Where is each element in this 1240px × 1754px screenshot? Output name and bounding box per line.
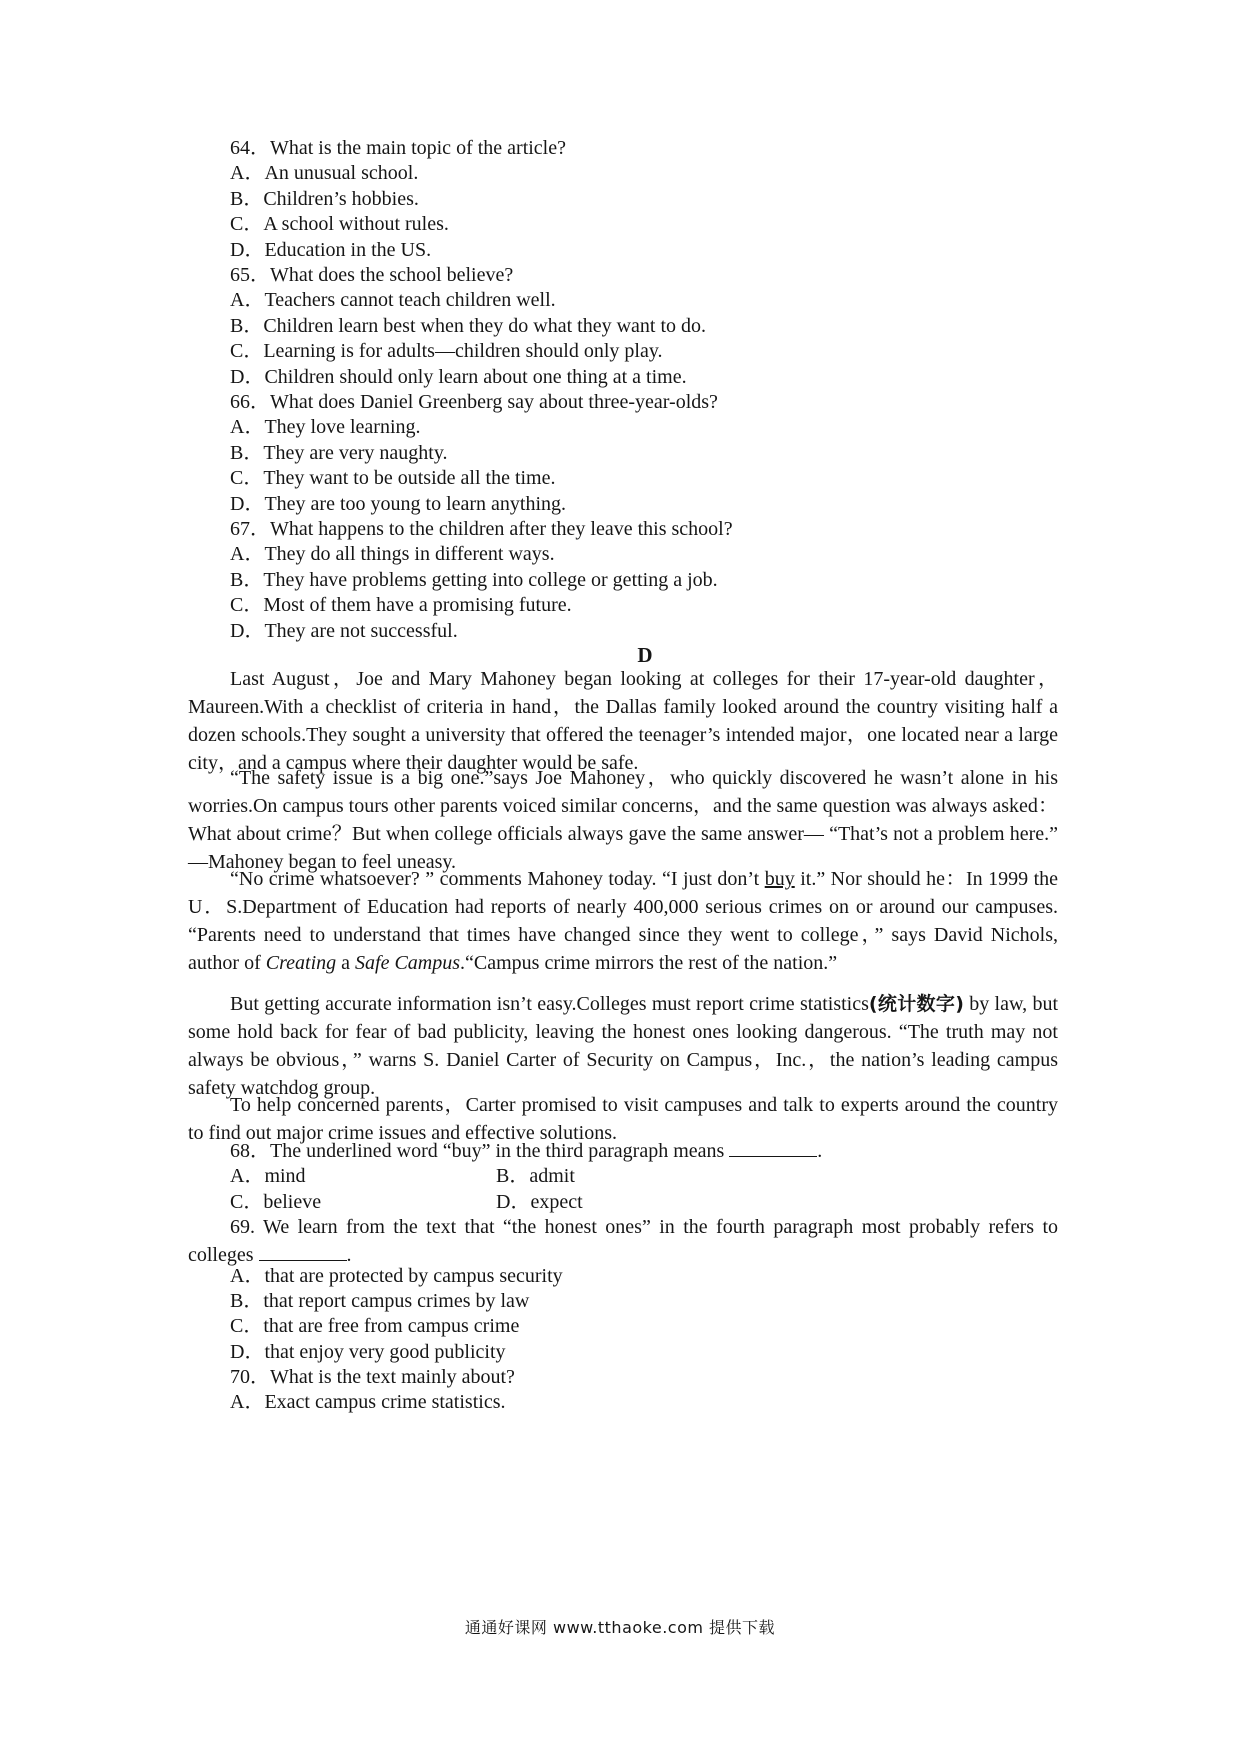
question-68-stem-text: 68．The underlined word “buy” in the third paragraph means xyxy=(230,1140,730,1162)
question-66-stem: 66．What does Daniel Greenberg say about three-year-olds? xyxy=(230,391,718,413)
page-footer: 通通好课网 www.tthaoke.com 提供下载 xyxy=(464,1618,776,1637)
question-68-stem xyxy=(230,1138,822,1164)
question-66-option-a: A．They love learning. xyxy=(230,416,421,438)
question-70-option-a: A．Exact campus crime statistics. xyxy=(230,1391,506,1413)
passage-paragraph-5: To help concerned parents，Carter promised to visit campuses and talk to experts around the country to find out major crime issues and effective solutions. xyxy=(188,1094,1058,1144)
question-69-stem-text: 69. We learn from the text that “the honest ones” in the fourth paragraph most probably refers to colleges xyxy=(188,1216,1058,1266)
paragraph-3-text-c: .“Campus crime mirrors the rest of the nation.” xyxy=(460,952,838,974)
question-66-option-b: B．They are very naughty. xyxy=(230,442,448,464)
paragraph-3-text-a: “No crime whatsoever? ” comments Mahoney today. “I just don’t xyxy=(230,868,765,890)
question-68-option-d: D．expect xyxy=(496,1191,583,1213)
question-68-option-c: C．believe xyxy=(230,1191,322,1213)
answer-blank xyxy=(729,1140,817,1157)
question-65-option-a: A．Teachers cannot teach children well. xyxy=(230,289,556,311)
question-64-option-c: C．A school without rules. xyxy=(230,213,449,235)
book-title-part-2: Safe Campus xyxy=(355,952,461,974)
paragraph-3-text-b: it.” Nor should he：In 1999 the U．S.Department of Education had reports of nearly 400,000 serious crimes on or around our campuses. “Parents need to understand that times have changed since they went to college，” says David Nichols, author of xyxy=(188,868,1059,974)
passage-paragraph-2: “The safety issue is a big one.”says Joe Mahoney，who quickly discovered he wasn’t alone in his worries.On campus tours other parents voiced similar concerns，and the same question was always asked：What about crime？But when college officials always gave the same answer— “That’s not a problem here.” —Mahoney began to feel uneasy. xyxy=(188,767,1058,873)
question-68-stem-end: . xyxy=(817,1140,823,1162)
question-65-option-d: D．Children should only learn about one thing at a time. xyxy=(230,366,687,388)
question-70-stem: 70．What is the text mainly about? xyxy=(230,1366,515,1388)
section-d-heading: D xyxy=(637,643,653,667)
question-64-stem: 64．What is the main topic of the article? xyxy=(230,137,566,159)
question-67-option-a: A．They do all things in different ways. xyxy=(230,543,555,565)
question-64-option-b: B．Children’s hobbies. xyxy=(230,188,419,210)
chinese-gloss-statistics: (统计数字) xyxy=(868,993,964,1015)
paragraph-4-text-b: by law, but some hold back for fear of bad publicity, leaving the honest ones looking dangerous. “The truth may not always be obvious，” warns S. Daniel Carter of Security on Campus，Inc.，the nation’s leading campus safety watchdog group. xyxy=(188,993,1058,1099)
question-68-option-b: B．admit xyxy=(496,1165,575,1187)
question-65-stem: 65．What does the school believe? xyxy=(230,264,514,286)
question-67-option-b: B．They have problems getting into college or getting a job. xyxy=(230,569,718,591)
question-69-option-c: C．that are free from campus crime xyxy=(230,1315,520,1337)
question-69-option-a: A．that are protected by campus security xyxy=(230,1265,563,1287)
question-65-option-c: C．Learning is for adults—children should only play. xyxy=(230,340,663,362)
question-65-option-b: B．Children learn best when they do what they want to do. xyxy=(230,315,707,337)
paragraph-4-text-a: But getting accurate information isn’t easy.Colleges must report crime statistics xyxy=(230,993,869,1015)
question-69-stem-end: . xyxy=(346,1244,352,1266)
underlined-word-buy: buy xyxy=(764,868,795,890)
question-69-option-d: D．that enjoy very good publicity xyxy=(230,1341,506,1363)
question-64-option-a: A．An unusual school. xyxy=(230,162,419,184)
question-69-stem xyxy=(188,1213,1058,1269)
book-title-joiner: a xyxy=(336,952,356,974)
book-title-part-1: Creating xyxy=(265,952,337,974)
passage-paragraph-4 xyxy=(188,990,1058,1102)
question-67-option-d: D．They are not successful. xyxy=(230,620,458,642)
question-67-option-c: C．Most of them have a promising future. xyxy=(230,594,572,616)
question-69-option-b: B．that report campus crimes by law xyxy=(230,1290,530,1312)
answer-blank xyxy=(259,1244,347,1261)
question-66-option-c: C．They want to be outside all the time. xyxy=(230,467,556,489)
question-67-stem: 67．What happens to the children after they leave this school? xyxy=(230,518,733,540)
passage-paragraph-3 xyxy=(188,865,1058,977)
question-64-option-d: D．Education in the US. xyxy=(230,239,432,261)
question-68-option-a: A．mind xyxy=(230,1165,306,1187)
question-66-option-d: D．They are too young to learn anything. xyxy=(230,493,567,515)
passage-paragraph-1: Last August，Joe and Mary Mahoney began looking at colleges for their 17-year-old daughter，Maureen.With a checklist of criteria in hand，the Dallas family looked around the country visiting half a dozen schools.They sought a university that offered the teenager’s intended major，one located near a large city，and a campus where their daughter would be safe. xyxy=(188,668,1058,774)
